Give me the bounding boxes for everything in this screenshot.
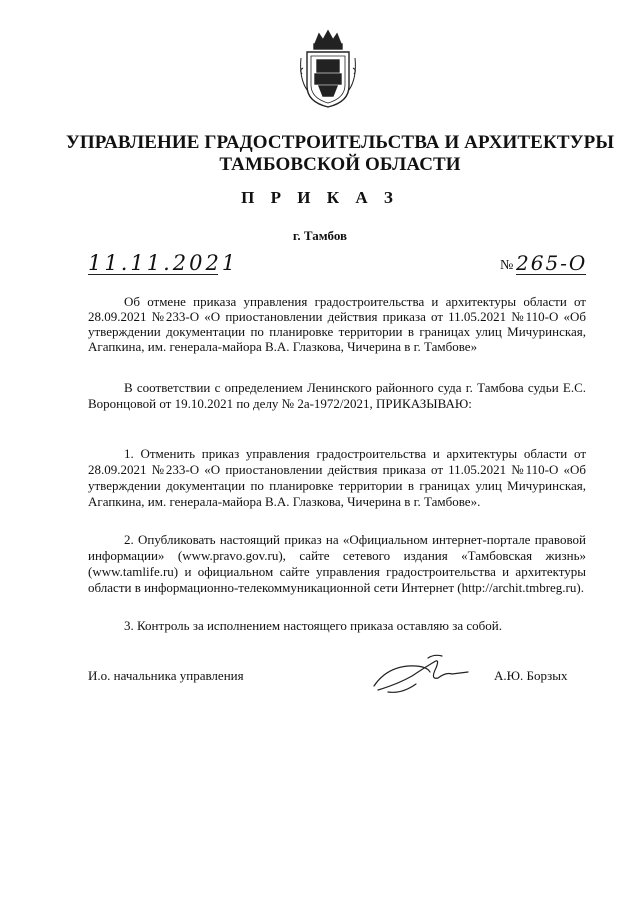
signatory-position: И.о. начальника управления [88, 668, 244, 683]
order-item-1: 1. Отменить приказ управления градостроительства и архитектуры области от 28.09.2021 №233-О «О приостановлении действия приказа от 11.05.2021 №110-О «Об утверждении документации по планировке территории в границах улиц Мичуринская, Агапкина, им. генерала-майора В.А. Глазкова, Чичерина в г. Тамбове». [88, 446, 586, 509]
order-item-2: 2. Опубликовать настоящий приказ на «Официальном интернет-портале правовой информации» (www.pravo.gov.ru), сайте сетевого издания «Тамбовская жизнь» (www.tamlife.ru) и официальном сайте управления градостроительства и архитектуры области в информационно-телекоммуникационной сети Интернет (http://archit.tmbreg.ru). [88, 532, 586, 595]
handwritten-date: 11.11.2021 [88, 251, 239, 275]
coat-of-arms-emblem [297, 28, 359, 110]
agency-name [60, 132, 620, 176]
agency-line-1: УПРАВЛЕНИЕ ГРАДОСТРОИТЕЛЬСТВА И АРХИТЕКТУРЫ [65, 132, 615, 153]
order-title: Об отмене приказа управления градостроительства и архитектуры области от 28.09.2021 №233-О «О приостановлении действия приказа от 11.05.2021 №110-О «Об утверждении документации по планировке территории в границах улиц Мичуринская, Агапкина, им. генерала-майора В.А. Глазкова, Чичерина в г. Тамбове» [88, 294, 586, 354]
number-label: № [500, 258, 514, 273]
document-type: П Р И К А З [241, 188, 399, 207]
preamble: В соответствии с определением Ленинского районного суда г. Тамбова судьи Е.С. Воронцовой от 19.10.2021 по делу № 2а-1972/2021, ПРИКАЗЫВАЮ: [88, 380, 586, 411]
handwritten-signature [368, 650, 480, 700]
handwritten-number: 265-О [516, 251, 588, 275]
order-item-3: 3. Контроль за исполнением настоящего приказа оставляю за собой. [124, 618, 502, 633]
signatory-name: А.Ю. Борзых [494, 668, 568, 683]
city: г. Тамбов [292, 228, 348, 243]
agency-line-2: ТАМБОВСКОЙ ОБЛАСТИ [219, 154, 461, 175]
